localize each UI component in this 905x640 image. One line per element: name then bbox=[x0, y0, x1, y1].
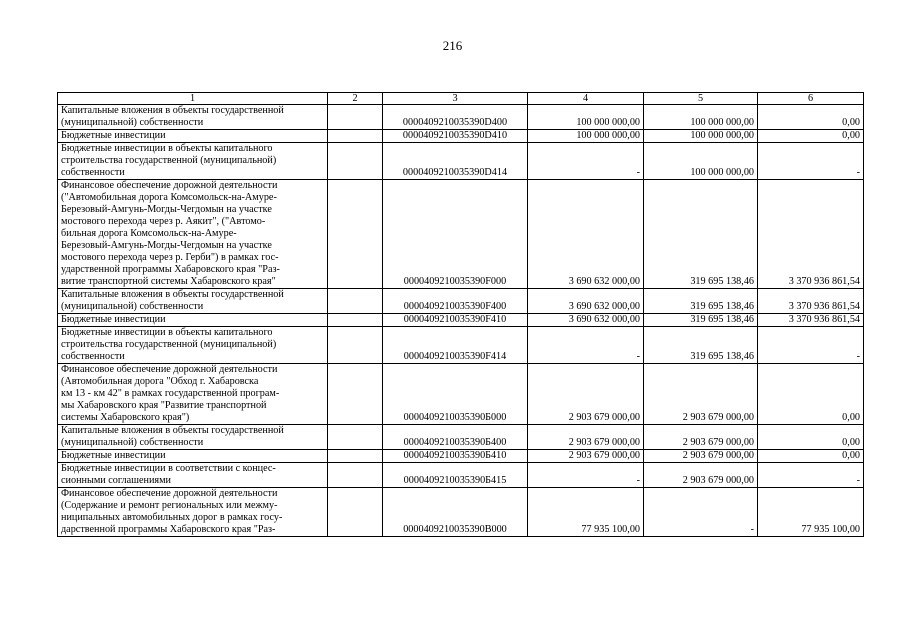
table-row bbox=[58, 289, 864, 314]
row-code: 0000409210035390В000 bbox=[383, 488, 528, 537]
description-line: (Автомобильная дорога "Обход г. Хабаровска bbox=[61, 376, 259, 387]
row-description bbox=[58, 289, 328, 314]
description-line: Бюджетные инвестиции в объекты капитального bbox=[61, 327, 273, 338]
row-col-2 bbox=[328, 180, 383, 289]
row-value-col-5: 2 903 679 000,00 bbox=[644, 463, 758, 488]
description-line: ("Автомобильная дорога Комсомольск-на-Амуре- bbox=[61, 192, 277, 203]
row-value-col-4: 3 690 632 000,00 bbox=[528, 314, 644, 327]
row-value-col-6: 3 370 936 861,54 bbox=[758, 180, 864, 289]
header-col-5: 5 bbox=[644, 93, 758, 105]
table-row bbox=[58, 463, 864, 488]
description-line: дарственной программы Хабаровского края "Раз- bbox=[61, 524, 276, 535]
row-value-col-6: 0,00 bbox=[758, 130, 864, 143]
table-row bbox=[58, 143, 864, 180]
row-value-col-6: 3 370 936 861,54 bbox=[758, 289, 864, 314]
header-col-4: 4 bbox=[528, 93, 644, 105]
row-code: 0000409210035390F414 bbox=[383, 327, 528, 364]
description-line: мы Хабаровского края "Развитие транспортной bbox=[61, 400, 267, 411]
description-line: собственности bbox=[61, 351, 125, 362]
row-value-col-5: 319 695 138,46 bbox=[644, 180, 758, 289]
description-line: собственности bbox=[61, 167, 125, 178]
row-code: 0000409210035390Б000 bbox=[383, 364, 528, 425]
row-value-col-5: 319 695 138,46 bbox=[644, 327, 758, 364]
header-col-2: 2 bbox=[328, 93, 383, 105]
table-row bbox=[58, 488, 864, 537]
row-description bbox=[58, 327, 328, 364]
description-line: Капитальные вложения в объекты государственной bbox=[61, 289, 284, 300]
description-line: ударственной программы Хабаровского края "Раз- bbox=[61, 264, 280, 275]
row-code: 0000409210035390F400 bbox=[383, 289, 528, 314]
row-value-col-4: 77 935 100,00 bbox=[528, 488, 644, 537]
row-col-2 bbox=[328, 105, 383, 130]
row-value-col-5: 2 903 679 000,00 bbox=[644, 450, 758, 463]
row-value-col-6: - bbox=[758, 327, 864, 364]
description-line: ниципальных автомобильных дорог в рамках госу- bbox=[61, 512, 283, 523]
row-value-col-4: - bbox=[528, 463, 644, 488]
budget-table bbox=[57, 92, 864, 537]
row-value-col-6: 0,00 bbox=[758, 105, 864, 130]
row-value-col-5: 2 903 679 000,00 bbox=[644, 364, 758, 425]
row-value-col-4: 2 903 679 000,00 bbox=[528, 425, 644, 450]
row-col-2 bbox=[328, 463, 383, 488]
row-value-col-6: 0,00 bbox=[758, 450, 864, 463]
row-col-2 bbox=[328, 130, 383, 143]
table-row bbox=[58, 130, 864, 143]
row-value-col-4: 100 000 000,00 bbox=[528, 130, 644, 143]
description-line: (муниципальной) собственности bbox=[61, 301, 204, 312]
row-code: 0000409210035390D400 bbox=[383, 105, 528, 130]
row-col-2 bbox=[328, 327, 383, 364]
header-col-6: 6 bbox=[758, 93, 864, 105]
row-value-col-4: 3 690 632 000,00 bbox=[528, 180, 644, 289]
description-line: Финансовое обеспечение дорожной деятельности bbox=[61, 180, 278, 191]
row-description bbox=[58, 364, 328, 425]
row-description bbox=[58, 425, 328, 450]
table-row bbox=[58, 327, 864, 364]
row-code: 0000409210035390Б400 bbox=[383, 425, 528, 450]
row-value-col-4: - bbox=[528, 327, 644, 364]
description-line: Бюджетные инвестиции в соответствии с концес- bbox=[61, 463, 276, 474]
row-value-col-6: 0,00 bbox=[758, 364, 864, 425]
table-row bbox=[58, 180, 864, 289]
row-description bbox=[58, 130, 328, 143]
row-code: 0000409210035390Б415 bbox=[383, 463, 528, 488]
row-description bbox=[58, 180, 328, 289]
row-code: 0000409210035390Б410 bbox=[383, 450, 528, 463]
description-line: мостового перехода через р. Аякит", ("Автомо- bbox=[61, 216, 266, 227]
description-line: (муниципальной) собственности bbox=[61, 437, 204, 448]
description-line: строительства государственной (муниципальной) bbox=[61, 155, 277, 166]
row-description bbox=[58, 314, 328, 327]
description-line: (Содержание и ремонт региональных или межму- bbox=[61, 500, 278, 511]
page-number: 216 bbox=[442, 38, 463, 53]
row-description bbox=[58, 450, 328, 463]
row-value-col-6: 3 370 936 861,54 bbox=[758, 314, 864, 327]
row-value-col-6: - bbox=[758, 463, 864, 488]
row-description bbox=[58, 143, 328, 180]
row-code: 0000409210035390F000 bbox=[383, 180, 528, 289]
header-col-3: 3 bbox=[383, 93, 528, 105]
description-line: Березовый-Амгунь-Могды-Чегдомын на участке bbox=[61, 204, 272, 215]
description-line: Бюджетные инвестиции bbox=[61, 314, 166, 325]
row-code: 0000409210035390D414 bbox=[383, 143, 528, 180]
row-col-2 bbox=[328, 289, 383, 314]
row-value-col-6: 0,00 bbox=[758, 425, 864, 450]
description-line: бильная дорога Комсомольск-на-Амуре- bbox=[61, 228, 237, 239]
row-col-2 bbox=[328, 425, 383, 450]
table-row bbox=[58, 450, 864, 463]
row-col-2 bbox=[328, 450, 383, 463]
description-line: Березовый-Амгунь-Могды-Чегдомын на участке bbox=[61, 240, 272, 251]
row-col-2 bbox=[328, 364, 383, 425]
row-description bbox=[58, 463, 328, 488]
description-line: (муниципальной) собственности bbox=[61, 117, 204, 128]
description-line: Финансовое обеспечение дорожной деятельности bbox=[61, 488, 278, 499]
row-value-col-4: - bbox=[528, 143, 644, 180]
table-row bbox=[58, 425, 864, 450]
row-description bbox=[58, 105, 328, 130]
row-code: 0000409210035390D410 bbox=[383, 130, 528, 143]
row-value-col-5: 2 903 679 000,00 bbox=[644, 425, 758, 450]
row-description bbox=[58, 488, 328, 537]
table-body bbox=[58, 105, 864, 537]
row-value-col-4: 2 903 679 000,00 bbox=[528, 364, 644, 425]
description-line: мостового перехода через р. Герби") в рамках гос- bbox=[61, 252, 279, 263]
table-row bbox=[58, 314, 864, 327]
header-col-1: 1 bbox=[58, 93, 328, 105]
row-value-col-4: 100 000 000,00 bbox=[528, 105, 644, 130]
row-value-col-5: 319 695 138,46 bbox=[644, 289, 758, 314]
description-line: Бюджетные инвестиции в объекты капитального bbox=[61, 143, 273, 154]
row-value-col-6: - bbox=[758, 143, 864, 180]
row-code: 0000409210035390F410 bbox=[383, 314, 528, 327]
description-line: сионными соглашениями bbox=[61, 475, 171, 486]
row-value-col-4: 2 903 679 000,00 bbox=[528, 450, 644, 463]
row-col-2 bbox=[328, 143, 383, 180]
description-line: км 13 - км 42" в рамках государственной програм- bbox=[61, 388, 280, 399]
description-line: Бюджетные инвестиции bbox=[61, 130, 166, 141]
row-col-2 bbox=[328, 314, 383, 327]
table-row bbox=[58, 105, 864, 130]
row-value-col-5: 319 695 138,46 bbox=[644, 314, 758, 327]
row-value-col-5: - bbox=[644, 488, 758, 537]
description-line: системы Хабаровского края") bbox=[61, 412, 190, 423]
description-line: Капитальные вложения в объекты государственной bbox=[61, 425, 284, 436]
row-value-col-5: 100 000 000,00 bbox=[644, 143, 758, 180]
description-line: строительства государственной (муниципальной) bbox=[61, 339, 277, 350]
description-line: Бюджетные инвестиции bbox=[61, 450, 166, 461]
description-line: витие транспортной системы Хабаровского края" bbox=[61, 276, 276, 287]
header-row bbox=[58, 93, 864, 105]
row-value-col-4: 3 690 632 000,00 bbox=[528, 289, 644, 314]
table-row bbox=[58, 364, 864, 425]
description-line: Финансовое обеспечение дорожной деятельности bbox=[61, 364, 278, 375]
row-value-col-5: 100 000 000,00 bbox=[644, 130, 758, 143]
row-value-col-5: 100 000 000,00 bbox=[644, 105, 758, 130]
row-value-col-6: 77 935 100,00 bbox=[758, 488, 864, 537]
description-line: Капитальные вложения в объекты государственной bbox=[61, 105, 284, 116]
row-col-2 bbox=[328, 488, 383, 537]
